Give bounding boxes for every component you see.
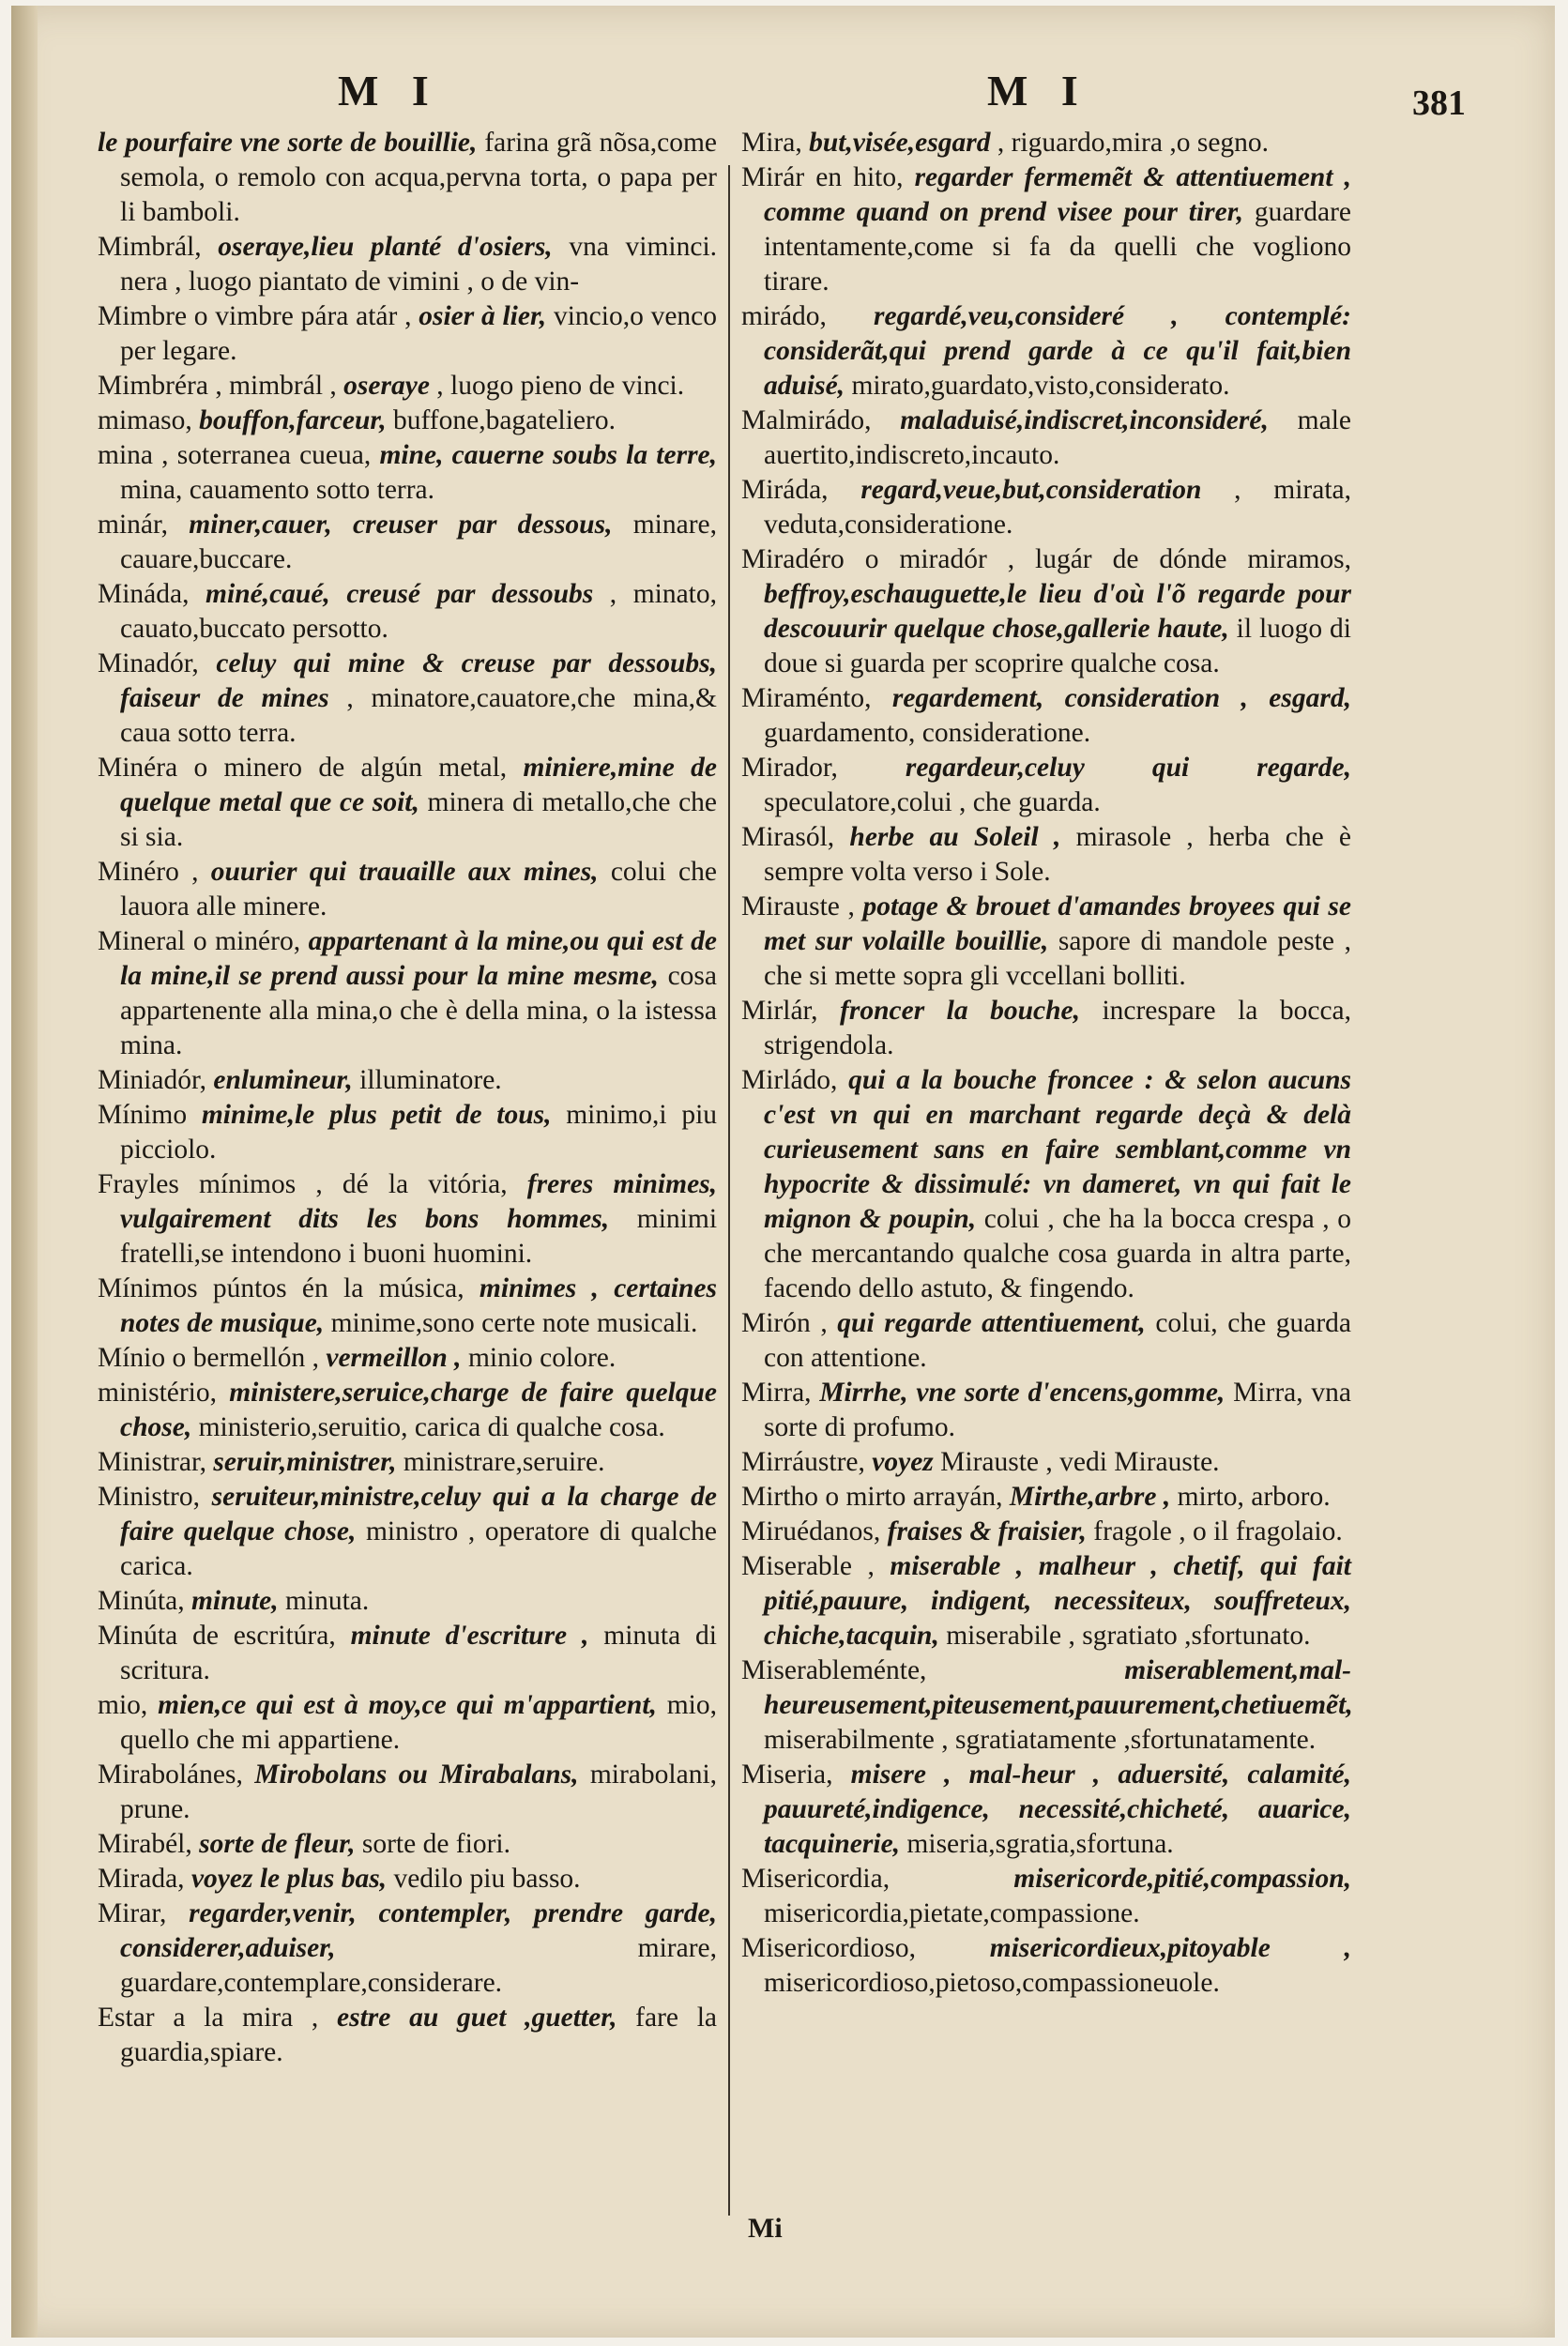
french-gloss: oseraye,lieu planté d'osiers, — [218, 232, 553, 262]
french-gloss: beffroy,eschauguette,le lieu d'où l'õ regarde pour descouurir quelque chose,gallerie haute, — [764, 579, 1351, 644]
left-column — [98, 126, 717, 2070]
headword: Misericordioso, — [741, 1933, 916, 1963]
dictionary-entry — [98, 751, 717, 855]
italian-gloss: sapore di mandole peste , che si mette sopra gli vccellani bolliti. — [764, 926, 1351, 991]
dictionary-entry — [98, 1897, 717, 2001]
italian-gloss: buffone,bagateliero. — [392, 405, 616, 435]
headword: Mirráustre, — [741, 1447, 865, 1477]
headword: Mineral o minéro, — [98, 926, 301, 956]
headword: Mínimos púntos én la música, — [98, 1273, 464, 1303]
french-gloss: sorte de fleur, — [199, 1829, 356, 1859]
italian-gloss: increspare la bocca, strigendola. — [764, 996, 1352, 1060]
french-gloss: ouurier qui trauaille aux mines, — [210, 857, 599, 887]
italian-gloss: fragole , o il fragolaio. — [1093, 1516, 1343, 1546]
italian-gloss: misericordia,pietate,compassione. — [764, 1898, 1140, 1928]
headword: mio, — [98, 1690, 148, 1720]
headword: Misericordia, — [741, 1864, 891, 1894]
dictionary-entry — [98, 1862, 717, 1897]
italian-gloss: mirare, guardare,contemplare,considerare. — [120, 1933, 717, 1998]
french-gloss: misericorde,pitié,compassion, — [1013, 1864, 1351, 1894]
dictionary-entry — [98, 299, 717, 369]
headword: Mimbre o vimbre pára atár , — [98, 301, 412, 331]
headword: Mináda, — [98, 579, 190, 609]
french-gloss: froncer la bouche, — [840, 996, 1080, 1026]
italian-gloss: minime,sono certe note musicali. — [330, 1308, 698, 1338]
italian-gloss: minuta di scritura. — [120, 1621, 717, 1685]
french-gloss: minute d'escriture , — [350, 1621, 589, 1651]
dictionary-entry — [98, 924, 717, 1063]
italian-gloss: fare la guardia,spiare. — [120, 2003, 718, 2067]
italian-gloss: colui che lauora alle minere. — [120, 857, 717, 922]
headword: Mínimo — [98, 1100, 188, 1130]
french-gloss: regarder fermemẽt & attentiuement , comme quand on prend visee pour tirer, — [764, 162, 1351, 227]
italian-gloss: minimo,i piu picciolo. — [120, 1100, 718, 1165]
dictionary-entry — [741, 1445, 1351, 1480]
dictionary-entry — [741, 1480, 1351, 1515]
dictionary-entry — [741, 1653, 1351, 1758]
binding-gutter — [11, 6, 38, 2338]
french-gloss: oseraye — [343, 371, 430, 401]
french-gloss: minime,le plus petit de tous, — [201, 1100, 552, 1130]
dictionary-entry — [98, 1584, 717, 1619]
dictionary-entry — [98, 230, 717, 299]
dictionary-entry — [741, 126, 1351, 160]
dictionary-entry — [98, 1272, 717, 1341]
italian-gloss: Mirra, vna sorte di profumo. — [764, 1378, 1351, 1442]
italian-gloss: , luogo pieno de vinci. — [436, 371, 685, 401]
headword: Miradéro o miradór , lugár de dónde miramos, — [741, 544, 1351, 574]
dictionary-entry — [98, 369, 717, 404]
headword: Mirador, — [741, 753, 838, 783]
headword: Mimbréra , mimbrál , — [98, 371, 337, 401]
dictionary-entry — [98, 508, 717, 577]
headword: Minéro , — [98, 857, 199, 887]
page-number: 381 — [1412, 84, 1466, 123]
french-gloss: regard,veue,but,consideration — [860, 475, 1202, 505]
french-gloss: bouffon,farceur, — [199, 405, 387, 435]
italian-gloss: mirto, arboro. — [1177, 1482, 1331, 1512]
french-gloss: herbe au Soleil , — [849, 822, 1061, 852]
french-gloss: miner,cauer, creuser par dessous, — [189, 510, 613, 540]
headword: Miserable , — [741, 1551, 875, 1581]
headword: Miruédanos, — [741, 1516, 881, 1546]
french-gloss: potage & brouet d'amandes broyees qui se met sur volaille bouillie, — [764, 891, 1352, 956]
dictionary-entry — [741, 1549, 1351, 1653]
headword: Mirár en hito, — [741, 162, 904, 192]
french-gloss: Mirthe,arbre , — [1009, 1482, 1171, 1512]
italian-gloss: mirabolani, prune. — [120, 1760, 718, 1824]
italian-gloss: vedilo piu basso. — [393, 1864, 581, 1894]
dictionary-entry — [98, 1098, 717, 1167]
dictionary-entry — [98, 647, 717, 751]
french-gloss: mine, cauerne soubs la terre, — [379, 440, 718, 470]
italian-gloss: miserabilmente , sgratiatamente ,sfortunatamente. — [764, 1725, 1317, 1755]
french-gloss: appartenant à la mine,ou qui est de la mine,il se prend aussi pour la mine mesme, — [120, 926, 717, 991]
french-gloss: voyez — [872, 1447, 934, 1477]
headword: Miraménto, — [741, 683, 872, 713]
french-gloss: freres minimes, vulgairement dits les bons hommes, — [120, 1169, 718, 1234]
dictionary-entry — [98, 438, 717, 508]
french-gloss: le pourfaire vne sorte de bouillie, — [98, 128, 478, 158]
french-gloss: regardeur,celuy qui regarde, — [905, 753, 1351, 783]
dictionary-entry — [741, 1376, 1351, 1445]
dictionary-entry — [98, 1619, 717, 1688]
dictionary-entry — [98, 1688, 717, 1758]
italian-gloss: male auertito,indiscreto,incauto. — [764, 405, 1352, 470]
headword: Mimbrál, — [98, 232, 202, 262]
headword: minár, — [98, 510, 169, 540]
french-gloss: miné,caué, creusé par dessoubs — [206, 579, 594, 609]
french-gloss: misericordieux,pitoyable , — [989, 1933, 1351, 1963]
italian-gloss: , riguardo,mira ,o segno. — [997, 128, 1270, 158]
headword: Mirasól, — [741, 822, 835, 852]
page-sheet — [11, 6, 1555, 2338]
french-gloss: Mirrhe, vne sorte d'encens,gomme, — [819, 1378, 1225, 1408]
italian-gloss: minare, cauare,buccare. — [120, 510, 717, 574]
dictionary-entry — [741, 994, 1351, 1063]
french-gloss: qui regarde attentiuement, — [837, 1308, 1146, 1338]
italian-gloss: minimi fratelli,se intendono i buoni huomini. — [120, 1204, 718, 1269]
headword: Mirládo, — [741, 1065, 838, 1095]
headword: mimaso, — [98, 405, 192, 435]
headword: Miráda, — [741, 475, 829, 505]
dictionary-entry — [741, 473, 1351, 542]
dictionary-entry — [98, 855, 717, 924]
headword: Mirra, — [741, 1378, 812, 1408]
italian-gloss: minuta. — [284, 1586, 370, 1616]
headword: Estar a la mira , — [98, 2003, 319, 2033]
headword: Minéra o minero de algún metal, — [98, 753, 508, 783]
italian-gloss: Mirauste , vedi Mirauste. — [940, 1447, 1220, 1477]
french-gloss: minimes , certaines notes de musique, — [120, 1273, 717, 1338]
dictionary-entry — [98, 126, 717, 230]
french-gloss: regardement, consideration , esgard, — [891, 683, 1351, 713]
headword: Ministrar, — [98, 1447, 206, 1477]
italian-gloss: sorte de fiori. — [361, 1829, 510, 1859]
italian-gloss: colui, che guarda con attentione. — [764, 1308, 1352, 1373]
headword: Miseria, — [741, 1760, 833, 1790]
italian-gloss: guardamento, consideratione. — [764, 718, 1091, 748]
french-gloss: qui a la bouche froncee : & selon aucuns c'est vn qui en marchant regarde deçà & delà curieusement sans en faire semblant,comme vn hypocrite & dissimulé: vn dameret, vn qui fait le mignon & poupin, — [764, 1065, 1351, 1234]
italian-gloss: minera di metallo,che che si sia. — [120, 787, 718, 852]
italian-gloss: , minato, cauato,buccato persotto. — [120, 579, 718, 644]
french-gloss: vermeillon , — [326, 1343, 462, 1373]
italian-gloss: illuminatore. — [359, 1065, 502, 1095]
french-gloss: estre au guet ,guetter, — [337, 2003, 617, 2033]
italian-gloss: miseria,sgratia,sfortuna. — [906, 1829, 1174, 1859]
dictionary-entry — [741, 820, 1351, 890]
italian-gloss: cosa appartenente alla mina,o che è della mina, o la istessa mina. — [120, 961, 718, 1060]
dictionary-entry — [98, 1758, 717, 1827]
italian-gloss: , minatore,cauatore,che mina,& caua sotto terra. — [120, 683, 717, 748]
italian-gloss: mina, cauamento sotto terra. — [120, 475, 435, 505]
left-running-head: M I — [338, 67, 440, 114]
french-gloss: miserable , malheur , chetif, qui fait pitié,pauure, indigent, necessiteux, souffreteux, chiche,tacquin, — [764, 1551, 1351, 1651]
headword: Miniadór, — [98, 1065, 206, 1095]
headword: mirádo, — [741, 301, 827, 331]
french-gloss: ministere,seruice,charge de faire quelque chose, — [120, 1378, 718, 1442]
italian-gloss: vincio,o venco per legare. — [120, 301, 718, 366]
italian-gloss: colui , che ha la bocca crespa , o che mercantando qualche cosa guarda in altra parte, facendo dello astuto, & fingendo. — [764, 1204, 1352, 1303]
dictionary-entry — [741, 1931, 1351, 2001]
dictionary-entry — [98, 2001, 717, 2070]
french-gloss: maladuisé,indiscret,inconsideré, — [900, 405, 1269, 435]
dictionary-entry — [741, 404, 1351, 473]
french-gloss: Mirobolans ou Mirabalans, — [254, 1760, 579, 1790]
headword: Mirlár, — [741, 996, 818, 1026]
dictionary-entry — [741, 1306, 1351, 1376]
italian-gloss: ministrare,seruire. — [403, 1447, 605, 1477]
headword: Minúta de escritúra, — [98, 1621, 336, 1651]
italian-gloss: farina grã nõsa,come semola, o remolo con acqua,pervna torta, o papa per li bamboli. — [120, 128, 718, 227]
dictionary-entry — [98, 1063, 717, 1098]
french-gloss: but,visée,esgard — [809, 128, 991, 158]
headword: Malmirádo, — [741, 405, 872, 435]
column-rule — [728, 165, 730, 2216]
french-gloss: celuy qui mine & creuse par dessoubs, faiseur de mines — [120, 648, 717, 713]
italian-gloss: guardare intentamente,come si fa da quelli che vogliono tirare. — [764, 197, 1351, 297]
headword: Mirauste , — [741, 891, 855, 922]
dictionary-entry — [741, 1758, 1351, 1862]
dictionary-entry — [741, 1063, 1351, 1306]
headword: mina , soterranea cueua, — [98, 440, 372, 470]
french-gloss: minute, — [190, 1586, 279, 1616]
dictionary-entry — [98, 1167, 717, 1272]
dictionary-entry — [741, 751, 1351, 820]
french-gloss: enlumineur, — [213, 1065, 353, 1095]
french-gloss: mien,ce qui est à moy,ce qui m'appartient, — [158, 1690, 657, 1720]
headword: Mirar, — [98, 1898, 167, 1928]
dictionary-entry — [98, 577, 717, 647]
dictionary-entry — [741, 542, 1351, 681]
dictionary-entry — [98, 1341, 717, 1376]
catchword: Mi — [748, 2213, 783, 2244]
italian-gloss: vna viminci. nera , luogo piantato de vimini , o de vin- — [120, 232, 718, 297]
headword: Mira, — [741, 128, 802, 158]
dictionary-entry — [741, 1515, 1351, 1549]
headword: Mirón , — [741, 1308, 828, 1338]
french-gloss: regarder,venir, contempler, prendre garde, considerer,aduiser, — [120, 1898, 717, 1963]
dictionary-entry — [741, 681, 1351, 751]
headword: ministério, — [98, 1378, 218, 1408]
italian-gloss: miserabile , sgratiato ,sfortunato. — [946, 1621, 1311, 1651]
italian-gloss: mirato,guardato,visto,considerato. — [851, 371, 1230, 401]
headword: Minadór, — [98, 648, 199, 678]
dictionary-entry — [741, 1862, 1351, 1931]
italian-gloss: mio, quello che mi appartiene. — [120, 1690, 718, 1755]
headword: Miserableménte, — [741, 1655, 927, 1685]
headword: Mirtho o mirto arrayán, — [741, 1482, 1003, 1512]
headword: Mirabolánes, — [98, 1760, 243, 1790]
french-gloss: fraises & fraisier, — [887, 1516, 1087, 1546]
french-gloss: regardé,veu,consideré , contemplé: considerãt,qui prend garde à ce qu'il fait,bien aduisé, — [764, 301, 1352, 401]
french-gloss: misere , mal-heur , aduersité, calamité, pauureté,indigence, necessité,chicheté, auarice, tacquinerie, — [764, 1760, 1351, 1859]
right-column — [741, 126, 1351, 2001]
right-running-head: M I — [987, 67, 1089, 114]
headword: Minúta, — [98, 1586, 185, 1616]
dictionary-entry — [741, 890, 1351, 994]
italian-gloss: ministro , operatore di qualche carica. — [120, 1516, 718, 1581]
dictionary-entry — [98, 1827, 717, 1862]
french-gloss: seruiteur,ministre,celuy qui a la charge de faire quelque chose, — [120, 1482, 717, 1546]
french-gloss: seruir,ministrer, — [213, 1447, 397, 1477]
french-gloss: osier à lier, — [419, 301, 547, 331]
french-gloss: voyez le plus bas, — [190, 1864, 388, 1894]
dictionary-entry — [741, 299, 1351, 404]
italian-gloss: , mirata, veduta,consideratione. — [764, 475, 1351, 540]
italian-gloss: misericordioso,pietoso,compassioneuole. — [764, 1968, 1220, 1998]
headword: Mirada, — [98, 1864, 185, 1894]
headword: Mirabél, — [98, 1829, 192, 1859]
italian-gloss: minio colore. — [467, 1343, 617, 1373]
dictionary-entry — [98, 1376, 717, 1445]
dictionary-entry — [741, 160, 1351, 299]
italian-gloss: mirasole , herba che è sempre volta verso i Sole. — [764, 822, 1352, 887]
french-gloss: miserablement,mal-heureusement,piteusement,pauurement,chetiuemẽt, — [764, 1655, 1353, 1720]
dictionary-entry — [98, 404, 717, 438]
italian-gloss: ministerio,seruitio, carica di qualche cosa. — [198, 1412, 665, 1442]
headword: Frayles mínimos , dé la vitória, — [98, 1169, 508, 1199]
headword: Ministro, — [98, 1482, 200, 1512]
italian-gloss: speculatore,colui , che guarda. — [764, 787, 1101, 817]
italian-gloss: il luogo di doue si guarda per scoprire qualche cosa. — [764, 614, 1351, 678]
dictionary-entry — [98, 1445, 717, 1480]
headword: Mínio o bermellón , — [98, 1343, 319, 1373]
french-gloss: miniere,mine de quelque metal que ce soit, — [120, 753, 718, 817]
dictionary-entry — [98, 1480, 717, 1584]
